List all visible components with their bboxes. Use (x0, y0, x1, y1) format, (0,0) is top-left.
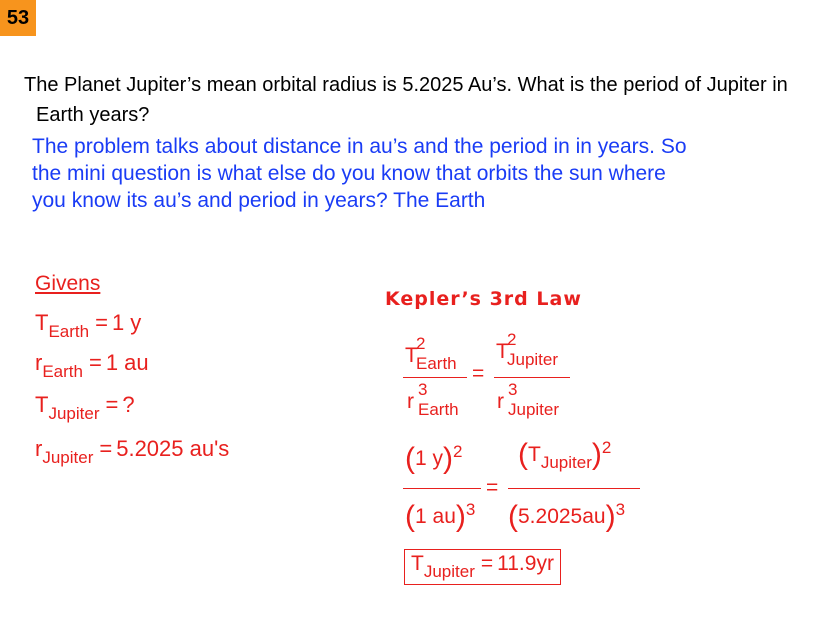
t-jupiter-paren-squared (518, 438, 611, 473)
given-subscript: Earth (42, 362, 83, 381)
given-value: 1 y (111, 310, 142, 335)
jupiter-subscript: Jupiter (507, 350, 559, 369)
explanation-line-2: the mini question is what else do you know that orbits the sun where (32, 162, 666, 185)
slide-number-badge: 53 (0, 0, 36, 36)
jupiter-subscript: Jupiter (540, 453, 592, 472)
earth-subscript: Earth (418, 400, 459, 419)
radius-cubed (508, 500, 625, 532)
jupiter-subscript: Jupiter (423, 562, 475, 581)
question-line-2: Earth years? (36, 104, 150, 126)
explanation-line-3: you know its au’s and period in years? The Earth (32, 189, 486, 212)
right-paren: ) (605, 500, 616, 533)
left-paren: ( (405, 442, 415, 475)
givens-heading: Givens (35, 272, 101, 295)
given-subscript: Jupiter (42, 448, 94, 467)
equals-sign: = (472, 362, 485, 385)
question-line-1: The Planet Jupiter’s mean orbital radius is 5.2025 Au’s. What is the period of Jupiter in (24, 74, 788, 96)
explanation-line-1: The problem talks about distance in au’s and the period in in years. So (32, 135, 687, 158)
exponent-2: 2 (601, 438, 612, 457)
r-symbol: r (497, 390, 504, 413)
left-paren: ( (405, 500, 415, 533)
fraction-bar (508, 488, 640, 489)
earth-subscript: Earth (416, 354, 457, 373)
t-symbol: T (528, 443, 541, 466)
one-year-squared (405, 442, 462, 474)
given-symbol: T (35, 310, 49, 335)
given-subscript: Earth (48, 322, 90, 341)
r-symbol: r (407, 390, 414, 413)
given-r-jupiter (35, 436, 229, 468)
given-symbol: r (35, 350, 43, 375)
r-jupiter-cubed (497, 380, 560, 419)
given-subscript: Jupiter (48, 404, 100, 423)
jupiter-radius: 5.2025au (518, 505, 606, 528)
left-paren: ( (518, 438, 528, 471)
right-paren: ) (591, 438, 602, 471)
equals-sign: = (88, 350, 102, 375)
one-au: 1 au (415, 505, 456, 528)
exponent-3: 3 (418, 380, 428, 399)
t-symbol: T (496, 340, 509, 363)
t-jupiter-squared (496, 330, 559, 369)
exponent-2: 2 (416, 334, 426, 353)
t-earth-squared (405, 334, 457, 373)
r-earth-cubed (407, 380, 459, 419)
equals-sign: = (95, 310, 108, 335)
given-t-earth (35, 310, 141, 342)
answer-box (404, 549, 561, 585)
one-year: 1 y (415, 447, 444, 470)
given-value: 1 au (105, 350, 149, 375)
equals-sign: = (99, 436, 113, 461)
answer-value: 11.9yr (497, 552, 554, 575)
left-paren: ( (508, 500, 518, 533)
right-paren: ) (443, 442, 454, 475)
exponent-3: 3 (508, 380, 518, 399)
fraction-bar (494, 377, 570, 378)
given-value: ? (122, 392, 135, 417)
equals-sign: = (480, 552, 494, 575)
t-symbol: T (405, 344, 418, 367)
exponent-2: 2 (507, 330, 517, 349)
given-symbol: r (35, 436, 43, 461)
given-value: 5.2025 au's (116, 436, 230, 461)
equals-sign: = (105, 392, 119, 417)
exponent-3: 3 (615, 500, 626, 519)
given-symbol: T (35, 392, 49, 417)
one-au-cubed (405, 500, 475, 532)
equals-sign: = (486, 476, 499, 499)
exponent-2: 2 (453, 442, 463, 461)
exponent-3: 3 (465, 500, 476, 519)
t-symbol: T (411, 552, 424, 575)
kepler-law-title: Kepler’s 3rd Law (385, 288, 582, 310)
jupiter-subscript: Jupiter (508, 400, 560, 419)
given-t-jupiter (35, 392, 135, 424)
fraction-bar (403, 488, 481, 489)
given-r-earth (35, 350, 149, 382)
fraction-bar (403, 377, 467, 378)
right-paren: ) (455, 500, 466, 533)
